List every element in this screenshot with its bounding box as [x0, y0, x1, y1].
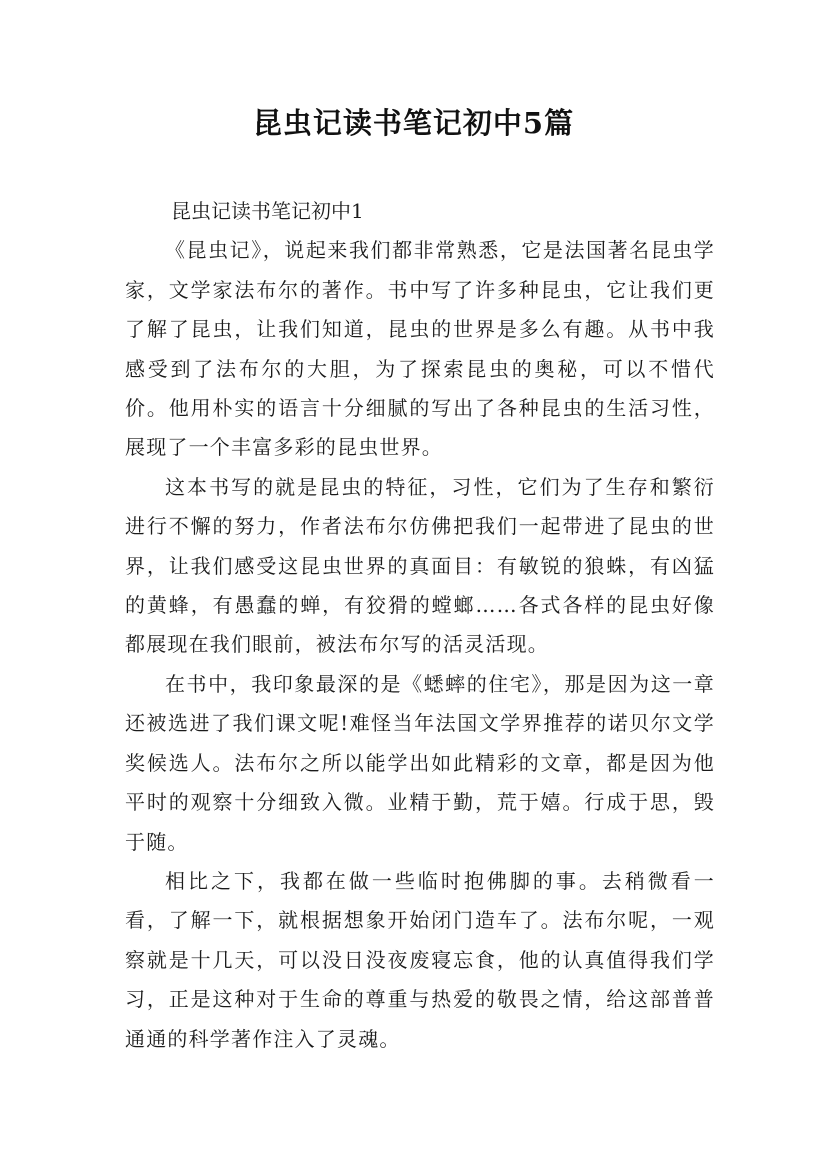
- paragraph: 在书中，我印象最深的是《蟋蟀的住宅》，那是因为这一章还被选进了我们课文呢!难怪当年法国文学界推荐的诺贝尔文学奖候选人。法布尔之所以能学出如此精彩的文章，都是因为他平时的观察十分细致入微。业精于勤，荒于嬉。行成于思，毁于随。: [125, 671, 715, 854]
- paragraph: 《昆虫记》，说起来我们都非常熟悉，它是法国著名昆虫学家，文学家法布尔的著作。书中写了许多种昆虫，它让我们更了解了昆虫，让我们知道，昆虫的世界是多么有趣。从书中我感受到了法布尔的大胆，为了探索昆虫的奥秘，可以不惜代价。他用朴实的语言十分细腻的写出了各种昆虫的生活习性，展现了一个丰富多彩的昆虫世界。: [125, 238, 715, 460]
- paragraph: 这本书写的就是昆虫的特征，习性，它们为了生存和繁衍进行不懈的努力，作者法布尔仿佛把我们一起带进了昆虫的世界，让我们感受这昆虫世界的真面目：有敏锐的狼蛛，有凶猛的黄蜂，有愚蠢的蝉，有狡猾的螳螂……各式各样的昆虫好像都展现在我们眼前，被法布尔写的活灵活现。: [125, 474, 715, 657]
- document-title: 昆虫记读书笔记初中5篇: [252, 106, 575, 140]
- document-body: [125, 192, 715, 1059]
- paragraph: 相比之下，我都在做一些临时抱佛脚的事。去稍微看一看，了解一下，就根据想象开始闭门造车了。法布尔呢，一观察就是十几天，可以没日没夜废寝忘食，他的认真值得我们学习，正是这种对于生命的尊重与热爱的敬畏之情，给这部普普通通的科学著作注入了灵魂。: [125, 868, 715, 1051]
- section-heading: 昆虫记读书笔记初中1: [171, 199, 364, 223]
